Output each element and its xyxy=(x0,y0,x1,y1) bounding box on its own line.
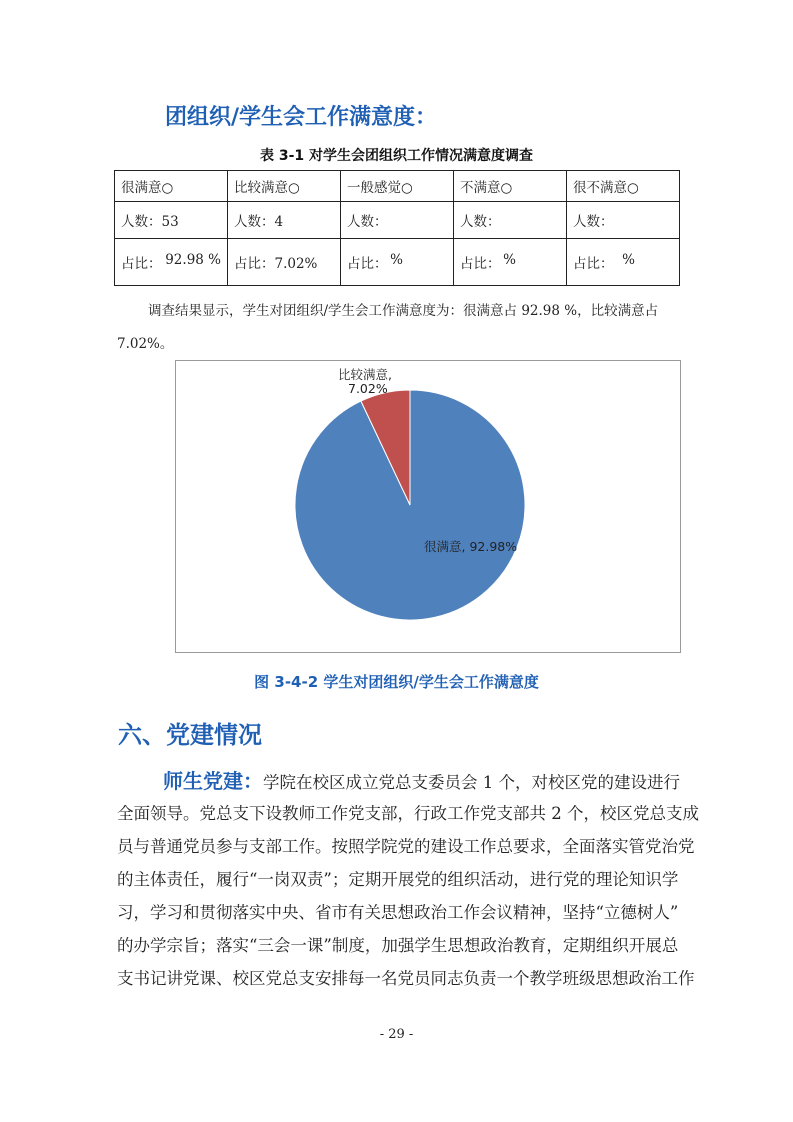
table-cell: 人数：53 xyxy=(115,202,228,239)
figure-caption: 图 3-4-2 学生对团组织/学生会工作满意度 xyxy=(254,673,539,691)
table-cell xyxy=(115,239,228,286)
paragraph-text: 学院在校区成立党总支委员会 1 个，对校区党的建设进行 xyxy=(263,773,680,792)
result-text-line: 调查结果显示，学生对团组织/学生会工作满意度为：很满意占 92.98 %，比较满意占 xyxy=(148,303,659,319)
cell-label: 占比： xyxy=(347,256,388,272)
section-title: 六、党建情况 xyxy=(118,721,262,749)
cell-value: 92.98 % xyxy=(165,252,221,268)
cell-label: 占比： xyxy=(460,256,501,272)
section-heading: 团组织/学生会工作满意度： xyxy=(165,105,438,130)
table-cell xyxy=(454,239,567,286)
table-cell xyxy=(228,239,341,286)
table-cell: 很满意○ xyxy=(115,171,228,202)
result-text-line: 7.02%。 xyxy=(117,336,174,352)
cell-value: % xyxy=(503,252,516,268)
table-cell: 人数： xyxy=(567,202,680,239)
pie-chart xyxy=(176,361,680,652)
table-cell: 一般感觉○ xyxy=(341,171,454,202)
lead-label: 师生党建： xyxy=(163,769,263,793)
table-cell: 很不满意○ xyxy=(567,171,680,202)
table-row xyxy=(115,171,680,202)
paragraph-line: 员与普通党员参与支部工作。按照学院党的建设工作总要求，全面落实管党治党 xyxy=(117,837,695,856)
pie-chart-frame xyxy=(175,360,681,653)
table-cell: 人数：4 xyxy=(228,202,341,239)
table-caption: 表 3-1 对学生会团组织工作情况满意度调查 xyxy=(259,148,534,164)
cell-label: 占比： xyxy=(234,256,275,272)
paragraph-line: 的办学宗旨；落实“三会一课”制度，加强学生思想政治教育，定期组织开展总 xyxy=(117,936,679,955)
cell-value: % xyxy=(622,252,635,268)
cell-value: % xyxy=(390,252,403,268)
paragraph-line: 习，学习和贯彻落实中央、省市有关思想政治工作会议精神，坚持“立德树人” xyxy=(117,903,679,922)
table-cell xyxy=(567,239,680,286)
cell-value: 7.02% xyxy=(274,256,318,272)
table-cell: 不满意○ xyxy=(454,171,567,202)
page-number: - 29 - xyxy=(379,1027,414,1042)
paragraph-line xyxy=(163,765,680,794)
table-row xyxy=(115,239,680,286)
paragraph-line: 支书记讲党课、校区党总支安排每一名党员同志负责一个教学班级思想政治工作 xyxy=(117,969,695,988)
table-row xyxy=(115,202,680,239)
paragraph-line: 全面领导。党总支下设教师工作党支部，行政工作党支部共 2 个，校区党总支成 xyxy=(117,804,699,823)
table-cell: 人数： xyxy=(341,202,454,239)
pie-data-label: 很满意, 92.98% xyxy=(424,539,518,554)
table-cell: 比较满意○ xyxy=(228,171,341,202)
table-cell: 人数： xyxy=(454,202,567,239)
survey-table xyxy=(114,170,680,286)
cell-label: 占比： xyxy=(573,256,614,272)
cell-label: 占比： xyxy=(121,256,162,272)
pie-data-label: 比较满意, xyxy=(338,367,392,382)
pie-data-label: 7.02% xyxy=(348,381,388,396)
table-cell xyxy=(341,239,454,286)
paragraph-line: 的主体责任，履行“一岗双责”；定期开展党的组织活动，进行党的理论知识学 xyxy=(117,870,679,889)
